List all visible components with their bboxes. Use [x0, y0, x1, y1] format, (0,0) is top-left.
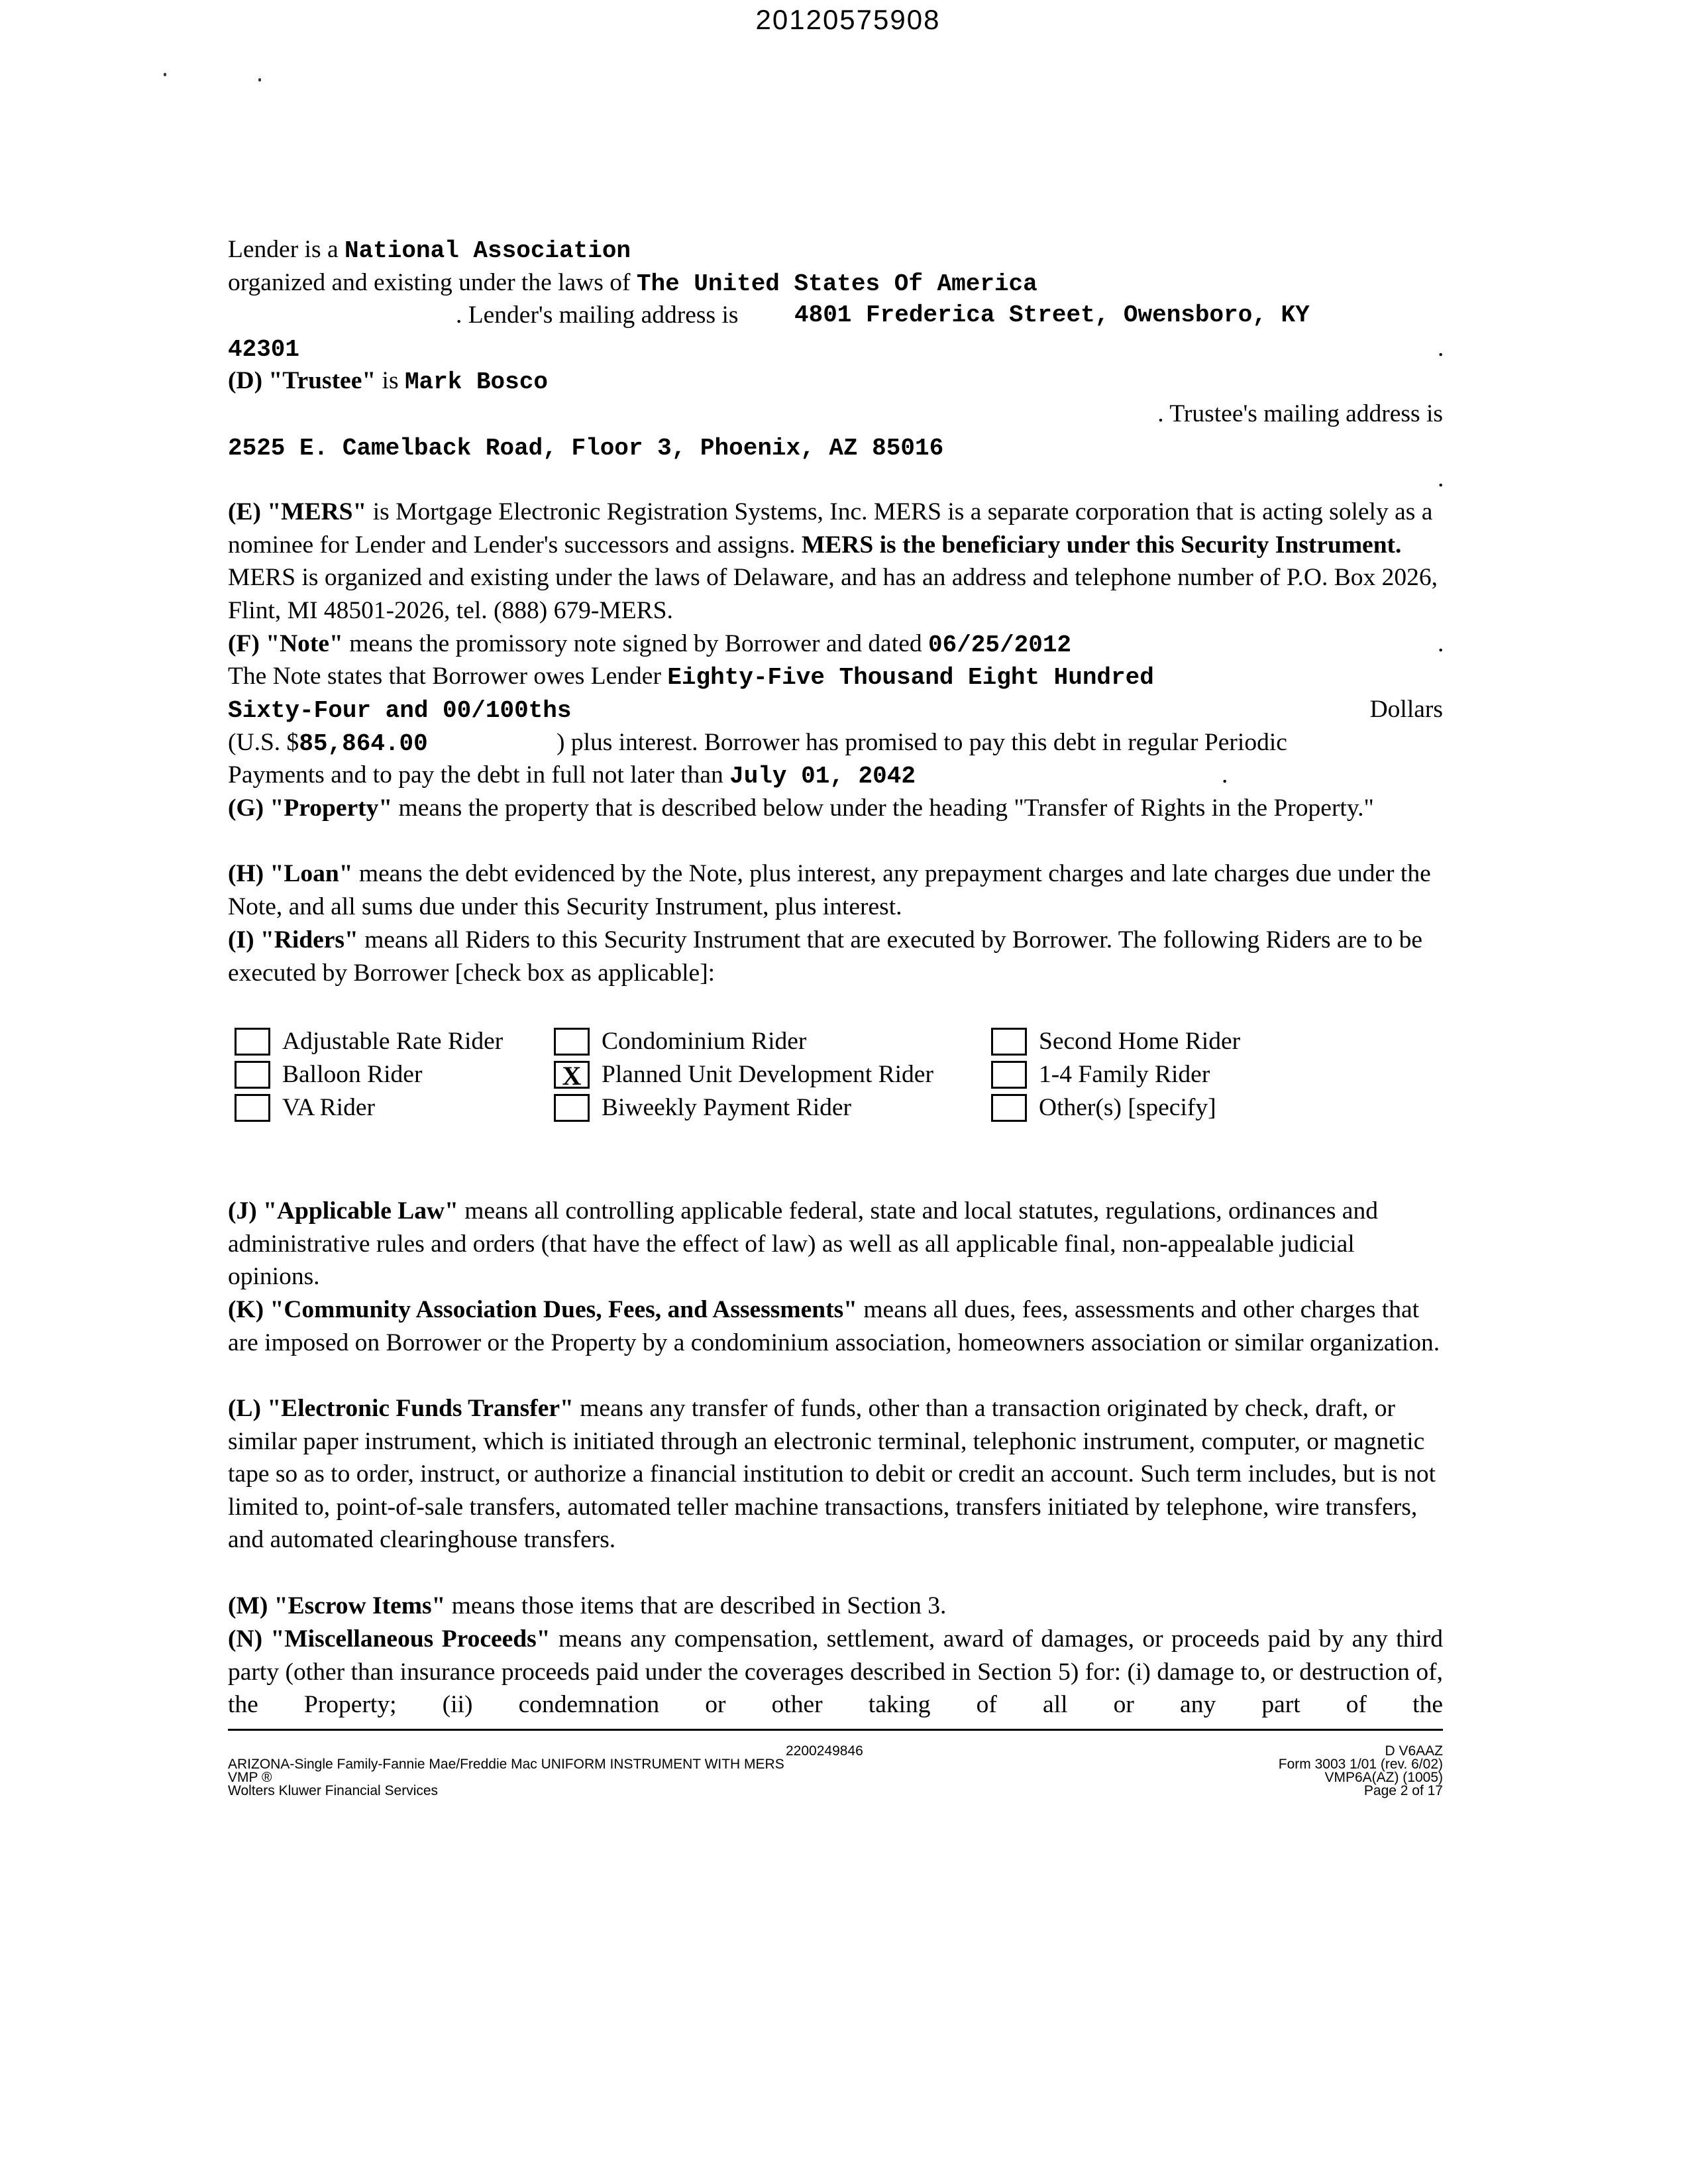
trustee-mailing-line — [228, 398, 1443, 431]
trustee-label: (D) "Trustee" — [228, 367, 376, 394]
lender-address-line2: 42301 — [228, 336, 300, 363]
loan-label: (H) "Loan" — [228, 860, 353, 887]
rider-label: Condominium Rider — [602, 1028, 807, 1055]
trustee-is: is — [382, 367, 399, 394]
mers-label: (E) "MERS" — [228, 498, 367, 525]
mers-text-2: MERS is organized and existing under the laws of Delaware, and has an address and telephone number of P.O. Box 2026, Flint, MI 48501-2026, tel. (888) 679-MERS. — [228, 564, 1438, 624]
note-text: means the promissory note signed by Borrower and dated — [349, 630, 922, 657]
lender-jurisdiction: The United States Of America — [636, 270, 1037, 298]
mers-paragraph — [228, 496, 1443, 627]
escrow-items-paragraph — [228, 1590, 1443, 1623]
maturity-date: July 01, 2042 — [729, 763, 916, 790]
rider-label: Adjustable Rate Rider — [282, 1028, 504, 1055]
eft-label: (L) "Electronic Funds Transfer" — [228, 1395, 574, 1422]
lender-address-line2-row — [228, 332, 1443, 365]
trustee-mailing-label: . Trustee's mailing address is — [1157, 400, 1443, 427]
footer-loan-number: 2200249846 — [786, 1743, 863, 1759]
document-number: 20120575908 — [755, 4, 941, 35]
trailing-period: . — [1438, 630, 1444, 657]
rider-label: Biweekly Payment Rider — [602, 1094, 852, 1121]
lender-mailing-line — [228, 299, 1443, 332]
note-maturity-line — [228, 759, 1443, 792]
eft-text: means any transfer of funds, other than a transaction originated by check, draft, or similar paper instrument, which is initiated through an electronic terminal, telephonic instrument, computer, or magnetic tape so as to order, instruct, or authorize a financial institution to debit or credit an account. Such term includes, but is not limited to, point-of-sale transfers, automated teller machine transactions, transfers initiated by telephone, wire transfers, and automated clearinghouse transfers. — [228, 1395, 1436, 1554]
escrow-items-label: (M) "Escrow Items" — [228, 1592, 446, 1619]
trustee-address-line — [228, 431, 1443, 464]
payments-label: Payments and to pay the debt in full not later than — [228, 761, 723, 789]
organized-label: organized and existing under the laws of — [228, 269, 631, 296]
misc-proceeds-paragraph — [228, 1623, 1443, 1721]
note-amount: 85,864.00 — [299, 730, 428, 757]
lender-type: National Association — [344, 237, 631, 264]
lender-address-line1: 4801 Frederica Street, Owensboro, KY — [794, 301, 1310, 329]
rider-checkbox[interactable] — [235, 1061, 270, 1089]
trailing-period: . — [1222, 761, 1228, 789]
lender-organized-line — [228, 266, 1443, 300]
applicable-law-label: (J) "Applicable Law" — [228, 1197, 458, 1225]
property-label: (G) "Property" — [228, 794, 393, 822]
trustee-address: 2525 E. Camelback Road, Floor 3, Phoenix, AZ 85016 — [228, 435, 944, 462]
community-association-text: means all dues, fees, assessments and other charges that are imposed on Borrower or the Property by a condominium association, homeowners association or similar organization. — [228, 1296, 1440, 1356]
rider-checkbox[interactable] — [991, 1094, 1027, 1122]
rider-checkbox[interactable] — [991, 1028, 1027, 1056]
lender-label: Lender is a — [228, 236, 339, 263]
lender-line — [228, 233, 1443, 266]
amount-words-1: Eighty-Five Thousand Eight Hundred — [667, 664, 1154, 691]
footer-rule — [228, 1729, 1443, 1731]
rider-checkbox[interactable]: X — [554, 1061, 590, 1089]
rider-checkbox[interactable] — [554, 1028, 590, 1056]
rider-checkbox[interactable] — [991, 1061, 1027, 1089]
rider-checkbox[interactable] — [235, 1028, 270, 1056]
escrow-items-text: means those items that are described in Section 3. — [451, 1592, 947, 1619]
mers-text: is Mortgage Electronic Registration Systems, Inc. MERS is a separate corporation that is acting solely as a nominee for Lender and Lender's successors and assigns. — [228, 498, 1433, 559]
footer-vmp: VMP ® — [228, 1770, 272, 1785]
riders-paragraph — [228, 924, 1443, 989]
rider-label: Second Home Rider — [1039, 1028, 1241, 1055]
note-line — [228, 628, 1443, 661]
riders-text: means all Riders to this Security Instrument that are executed by Borrower. The following Riders are to be executed by Borrower [check box as applicable]: — [228, 926, 1423, 987]
applicable-law-text: means all controlling applicable federal, state and local statutes, regulations, ordinances and administrative rules and orders (that have the effect of law) as well as all applicable final, non-appealable judicial opinions. — [228, 1197, 1378, 1291]
property-paragraph — [228, 792, 1443, 825]
rider-label: Balloon Rider — [282, 1061, 423, 1088]
eft-paragraph — [228, 1392, 1443, 1556]
property-text: means the property that is described below under the heading "Transfer of Rights in the Property." — [398, 794, 1374, 822]
plus-interest-text: ) plus interest. Borrower has promised to pay this debt in regular Periodic — [556, 729, 1287, 756]
rider-label: 1-4 Family Rider — [1039, 1061, 1210, 1088]
community-association-label: (K) "Community Association Dues, Fees, and Assessments" — [228, 1296, 858, 1323]
riders-label: (I) "Riders" — [228, 926, 358, 954]
trailing-period: . — [1438, 465, 1444, 492]
footer-publisher: Wolters Kluwer Financial Services — [228, 1783, 439, 1798]
footer-form-number: Form 3003 1/01 (rev. 6/02) — [1278, 1757, 1443, 1772]
note-date: 06/25/2012 — [928, 631, 1072, 659]
rider-label: VA Rider — [282, 1094, 375, 1121]
dollars-label: Dollars — [1369, 696, 1443, 723]
community-association-paragraph — [228, 1293, 1443, 1359]
footer-form-title: ARIZONA-Single Family-Fannie Mae/Freddie Mac UNIFORM INSTRUMENT WITH MERS — [228, 1757, 784, 1772]
misc-proceeds-text: means any compensation, settlement, award of damages, or proceeds paid by any third party (other than insurance proceeds paid under the coverages described in Section 5) for: (i) damage to, or destruction of, the Property; (ii) condemnation or other taking of all or any part of the — [228, 1625, 1443, 1719]
rider-checkbox[interactable] — [554, 1094, 590, 1122]
mers-beneficiary: MERS is the beneficiary under this Security Instrument. — [801, 531, 1402, 559]
trustee-trailing-row — [228, 463, 1443, 496]
rider-label: Other(s) [specify] — [1039, 1094, 1216, 1121]
note-us-amount-line — [228, 726, 1443, 759]
footer-vmp-code: VMP6A(AZ) (1005) — [1324, 1770, 1443, 1785]
amount-words-2: Sixty-Four and 00/100ths — [228, 697, 572, 724]
footer-page-number: Page 2 of 17 — [1363, 1783, 1443, 1798]
applicable-law-paragraph — [228, 1195, 1443, 1293]
note-owes-line — [228, 660, 1443, 693]
rider-checkbox[interactable] — [235, 1094, 270, 1122]
trustee-line — [228, 364, 1443, 398]
footer-code: D V6AAZ — [1385, 1743, 1443, 1759]
lender-mailing-label: . Lender's mailing address is — [456, 301, 739, 329]
note-label: (F) "Note" — [228, 630, 343, 657]
owes-label: The Note states that Borrower owes Lender — [228, 663, 661, 690]
loan-text: means the debt evidenced by the Note, plus interest, any prepayment charges and late charges due under the Note, and all sums due under this Security Instrument, plus interest. — [228, 860, 1431, 920]
loan-paragraph — [228, 857, 1443, 923]
trustee-name: Mark Bosco — [404, 368, 548, 396]
note-amount-line — [228, 693, 1443, 726]
trailing-period: . — [1438, 335, 1444, 362]
misc-proceeds-label: (N) "Miscellaneous Proceeds" — [228, 1625, 551, 1653]
us-prefix: (U.S. $ — [228, 729, 299, 756]
scan-speck — [258, 78, 261, 82]
scan-speck — [164, 73, 166, 76]
rider-label: Planned Unit Development Rider — [602, 1061, 933, 1088]
